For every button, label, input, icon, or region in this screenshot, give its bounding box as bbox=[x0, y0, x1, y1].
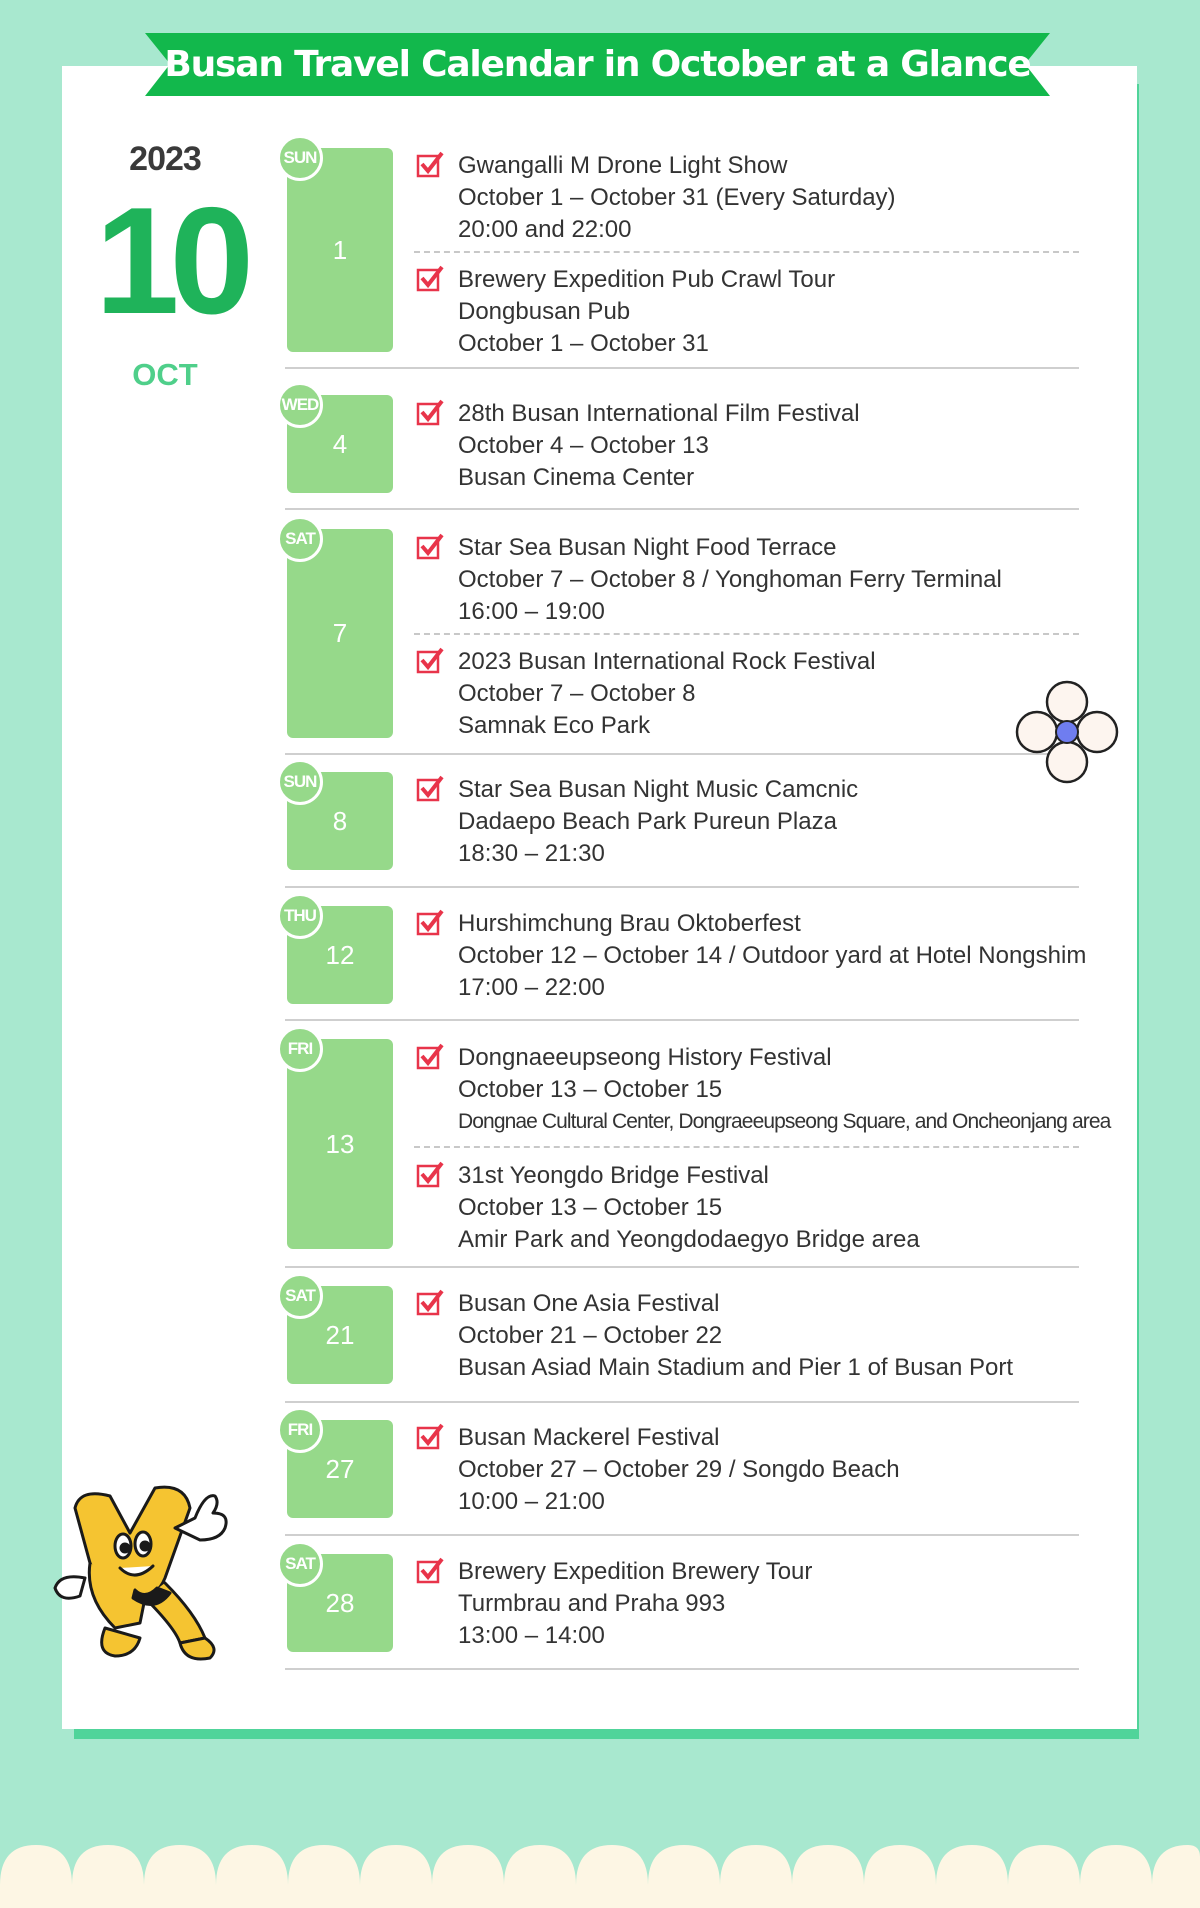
weekday-badge: WED bbox=[277, 382, 323, 428]
day-divider bbox=[285, 1668, 1079, 1670]
event-location: Dadaepo Beach Park Pureun Plaza bbox=[458, 808, 837, 835]
event-date: October 21 – October 22 bbox=[458, 1322, 723, 1349]
month-name: OCT bbox=[132, 357, 198, 392]
event-separator bbox=[414, 251, 1079, 253]
weekday-badge: THU bbox=[277, 893, 323, 939]
month-number: 10 bbox=[95, 176, 245, 346]
day-divider bbox=[285, 886, 1079, 888]
event-location: Samnak Eco Park bbox=[458, 712, 651, 739]
mascot-character bbox=[45, 1478, 245, 1663]
day-box: 8 bbox=[287, 772, 393, 870]
checkbox-check-icon bbox=[416, 1288, 444, 1316]
event-location: Busan Asiad Main Stadium and Pier 1 of Busan Port bbox=[458, 1354, 1013, 1381]
event-title: 2023 Busan International Rock Festival bbox=[458, 648, 876, 675]
event-separator bbox=[414, 1146, 1079, 1148]
event-time: 17:00 – 22:00 bbox=[458, 974, 605, 1001]
event-time: 13:00 – 14:00 bbox=[458, 1622, 605, 1649]
checkbox-check-icon bbox=[416, 150, 444, 178]
day-box: 21 bbox=[287, 1286, 393, 1384]
checkbox-check-icon bbox=[416, 398, 444, 426]
day-divider bbox=[285, 1019, 1079, 1021]
event-title: Busan Mackerel Festival bbox=[458, 1424, 720, 1451]
event-detail: 20:00 and 22:00 bbox=[458, 216, 632, 243]
weekday-badge: SAT bbox=[277, 1273, 323, 1319]
event-title: Star Sea Busan Night Music Camcnic bbox=[458, 776, 859, 803]
checkbox-check-icon bbox=[416, 908, 444, 936]
event-date: October 13 – October 15 bbox=[458, 1076, 723, 1103]
event-date: October 1 – October 31 bbox=[458, 330, 709, 357]
checkbox-check-icon bbox=[416, 774, 444, 802]
event-location: Dongbusan Pub bbox=[458, 298, 631, 325]
day-box: 27 bbox=[287, 1420, 393, 1518]
weekday-badge: SAT bbox=[277, 1541, 323, 1587]
event-location: Busan Cinema Center bbox=[458, 464, 695, 491]
event-location: Turmbrau and Praha 993 bbox=[458, 1590, 726, 1617]
event-title: Hurshimchung Brau Oktoberfest bbox=[458, 910, 801, 937]
event-title: Brewery Expedition Brewery Tour bbox=[458, 1558, 813, 1585]
event-time: 18:30 – 21:30 bbox=[458, 840, 605, 867]
day-divider bbox=[285, 367, 1079, 369]
day-divider bbox=[285, 753, 1079, 755]
day-divider bbox=[285, 508, 1079, 510]
day-box: 12 bbox=[287, 906, 393, 1004]
day-box: 28 bbox=[287, 1554, 393, 1652]
checkbox-check-icon bbox=[416, 1556, 444, 1584]
event-date: October 1 – October 31 (Every Saturday) bbox=[458, 184, 896, 211]
weekday-badge: FRI bbox=[277, 1026, 323, 1072]
checkbox-check-icon bbox=[416, 1422, 444, 1450]
event-title: 31st Yeongdo Bridge Festival bbox=[458, 1162, 769, 1189]
day-divider bbox=[285, 1266, 1079, 1268]
title-ribbon bbox=[145, 33, 1050, 96]
day-box: 7 bbox=[287, 529, 393, 738]
weekday-badge: FRI bbox=[277, 1407, 323, 1453]
event-date: October 13 – October 15 bbox=[458, 1194, 723, 1221]
day-divider bbox=[285, 1534, 1079, 1536]
checkbox-check-icon bbox=[416, 1160, 444, 1188]
weekday-badge: SUN bbox=[277, 135, 323, 181]
year-label: 2023 bbox=[129, 140, 201, 178]
event-separator bbox=[414, 633, 1079, 635]
day-divider bbox=[285, 1401, 1079, 1403]
event-location: Amir Park and Yeongdodaegyo Bridge area bbox=[458, 1226, 920, 1253]
event-date: October 12 – October 14 / Outdoor yard at Hotel Nongshim bbox=[458, 942, 1087, 969]
event-time: 10:00 – 21:00 bbox=[458, 1488, 605, 1515]
event-title: Star Sea Busan Night Food Terrace bbox=[458, 534, 837, 561]
event-date: October 7 – October 8 / Yonghoman Ferry Terminal bbox=[458, 566, 1002, 593]
bottom-scallop-border bbox=[0, 1845, 1200, 1908]
checkbox-check-icon bbox=[416, 532, 444, 560]
weekday-badge: SAT bbox=[277, 516, 323, 562]
event-time: 16:00 – 19:00 bbox=[458, 598, 605, 625]
event-location: Dongnae Cultural Center, Dongraeeupseong Square, and Oncheonjang area bbox=[458, 1110, 1111, 1133]
event-title: Dongnaeeupseong History Festival bbox=[458, 1044, 832, 1071]
event-title: Gwangalli M Drone Light Show bbox=[458, 152, 788, 179]
event-title: 28th Busan International Film Festival bbox=[458, 400, 860, 427]
day-box: 4 bbox=[287, 395, 393, 493]
checkbox-check-icon bbox=[416, 646, 444, 674]
checkbox-check-icon bbox=[416, 264, 444, 292]
page-title: Busan Travel Calendar in October at a Glance bbox=[164, 44, 1031, 85]
day-box: 13 bbox=[287, 1039, 393, 1249]
event-title: Busan One Asia Festival bbox=[458, 1290, 720, 1317]
day-box: 1 bbox=[287, 148, 393, 352]
event-date: October 27 – October 29 / Songdo Beach bbox=[458, 1456, 900, 1483]
weekday-badge: SUN bbox=[277, 759, 323, 805]
event-date: October 4 – October 13 bbox=[458, 432, 709, 459]
event-title: Brewery Expedition Pub Crawl Tour bbox=[458, 266, 836, 293]
checkbox-check-icon bbox=[416, 1042, 444, 1070]
event-date: October 7 – October 8 bbox=[458, 680, 696, 707]
flower-decoration bbox=[1015, 680, 1120, 785]
